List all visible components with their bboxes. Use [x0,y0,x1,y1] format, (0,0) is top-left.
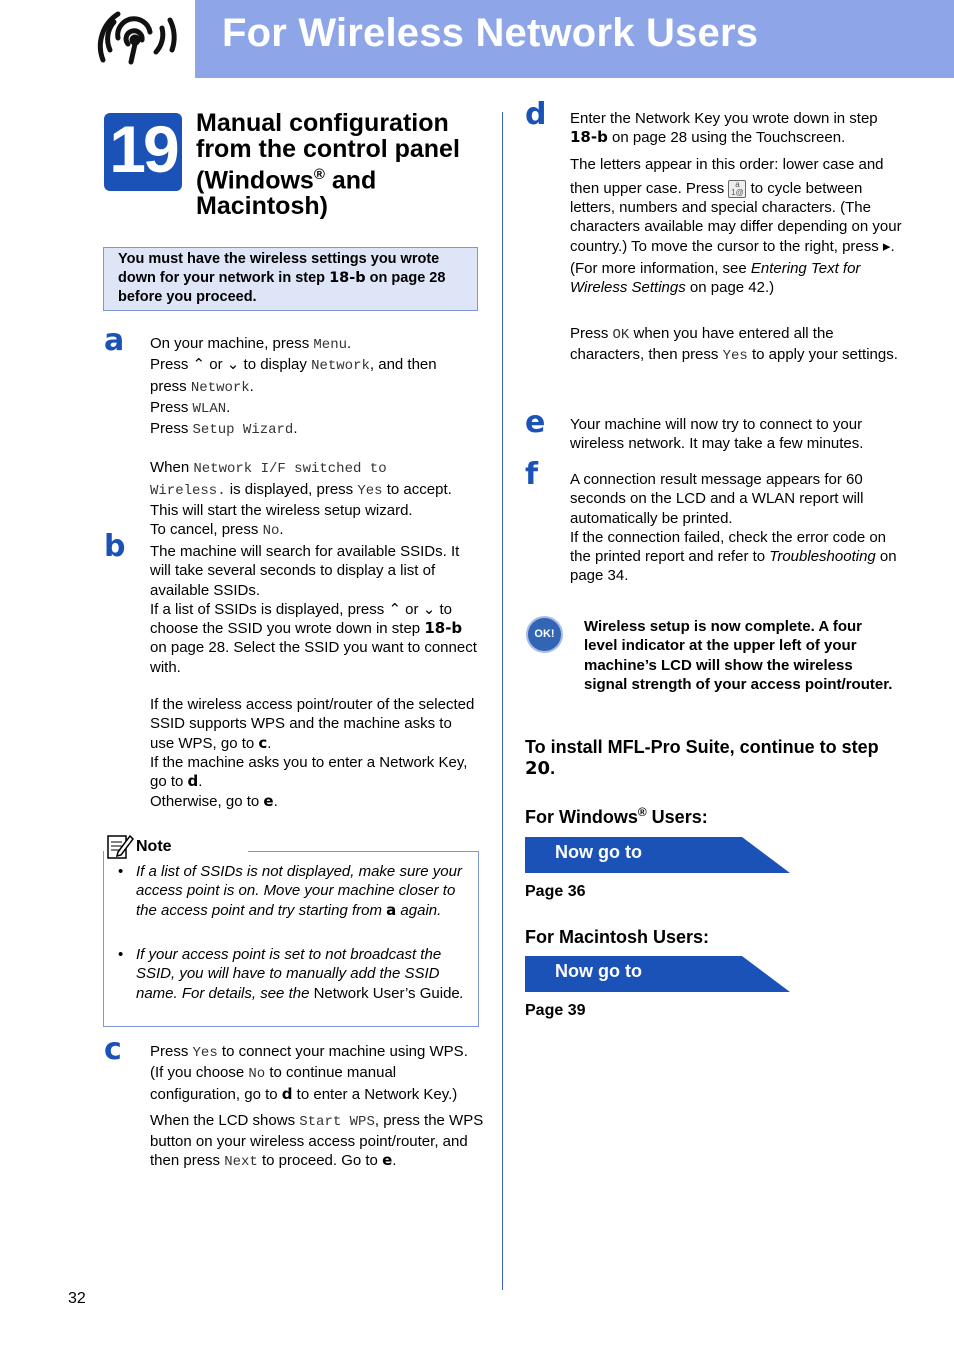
prerequisite-box [103,247,478,311]
step-a-text: On your machine, press Menu. Press ⌃ or ⌄ to display Network, and then press Network. Press WLAN. Press Setup Wizard. When Network I/F switched to Wireless. is displayed, press Yes to accept. This will start the wireless setup wizard. To cancel, press No. [150,335,452,540]
wireless-icon [0,0,190,78]
down-arrow-icon: ⌄ [422,600,436,618]
step-letter-e: e [525,405,546,440]
step-title [196,110,496,219]
prerequisite-text: You must have the wireless settings you wrote down for your network in step 18-b on page 28 before you proceed. [118,251,446,305]
ok-badge-icon: OK! [526,616,563,653]
step-number-badge [104,113,182,191]
step-c-text: Press Yes to connect your machine using WPS. (If you choose No to continue manual configuration, go to d to enter a Network Key.) When the LCD shows Start WPS, press the WPS button on your wireless access point/router, and then press Next to proceed. Go to e. [150,1043,484,1171]
cycle-characters-key-icon: a 1@ [728,180,746,198]
column-divider [502,112,503,1290]
step-e-text: Your machine will now try to connect to your wireless network. It may take a few minutes. [570,416,864,453]
step-f-text: A connection result message appears for 60 seconds on the LCD and a WLAN report will automatically be printed. If the connection failed, check the error code on the printed report and refer to Troubleshooting on page 34. [570,471,897,585]
step-d-text: Enter the Network Key you wrote down in step 18-b on page 28 using the Touchscreen. The letters appear in this order: lower case and then upper case. Press a 1@ to cycle between letters, numbers and special characters. (The characters available may differ depending on your country.) To move the cursor to the right, press ▸. (For more information, see Entering Text for Wireless Settings on page 42.) Press OK when you have entered all the characters, then press Yes to apply your settings. [570,110,902,364]
down-arrow-icon: ⌄ [226,356,240,374]
step-title-part2: and Macintosh) [196,166,377,221]
step-letter-a: a [104,323,125,358]
install-instruction: To install MFL-Pro Suite, continue to step 20. [525,737,879,779]
note-pencil-icon [106,832,134,860]
up-arrow-icon: ⌃ [388,600,402,618]
step-letter-f: f [525,457,539,492]
now-go-to-banner-windows: Now go to [525,837,790,873]
note-item: • If a list of SSIDs is not displayed, make sure your access point is on. Move your machine closer to the access point and try starting from a again. [118,863,462,919]
note-label: Note [136,838,172,855]
page-number: 32 [68,1290,86,1307]
step-letter-b: b [104,529,126,564]
step-number: 19 [109,112,177,186]
windows-users-heading: For Windows® Users: [525,805,708,827]
right-arrow-icon: ▸ [882,237,891,255]
note-item: • If your access point is set to not broadcast the SSID, you will have to manually add the SSID name. For details, see the Network User’s Guide. [118,946,464,1002]
windows-page-ref: Page 36 [525,883,586,900]
up-arrow-icon: ⌃ [192,356,206,374]
step-title-part1: Manual configuration from the control panel (Windows [196,109,460,195]
header-title: For Wireless Network Users [222,11,759,55]
step-letter-c: c [104,1032,122,1067]
registered-mark: ® [313,166,325,183]
now-go-to-banner-mac: Now go to [525,956,790,992]
completion-message: Wireless setup is now complete. A four level indicator at the upper left of your machine’s LCD will show the wireless signal strength of your access point/router. [584,618,893,693]
header-icon-area [0,0,190,78]
mac-users-heading: For Macintosh Users: [525,927,710,947]
mac-page-ref: Page 39 [525,1002,586,1019]
page-header [195,0,954,78]
step-letter-d: d [525,97,547,132]
step-b-text: The machine will search for available SSIDs. It will take several seconds to display a list of available SSIDs. If a list of SSIDs is displayed, press ⌃ or ⌄ to choose the SSID you wrote down in step 18-b on page 28. Select the SSID you want to connect with. If the wireless access point/router of the selected SSID supports WPS and the machine asks to use WPS, go to c. If the machine asks you to enter a Network Key, go to d. Otherwise, go to e. [150,543,477,810]
